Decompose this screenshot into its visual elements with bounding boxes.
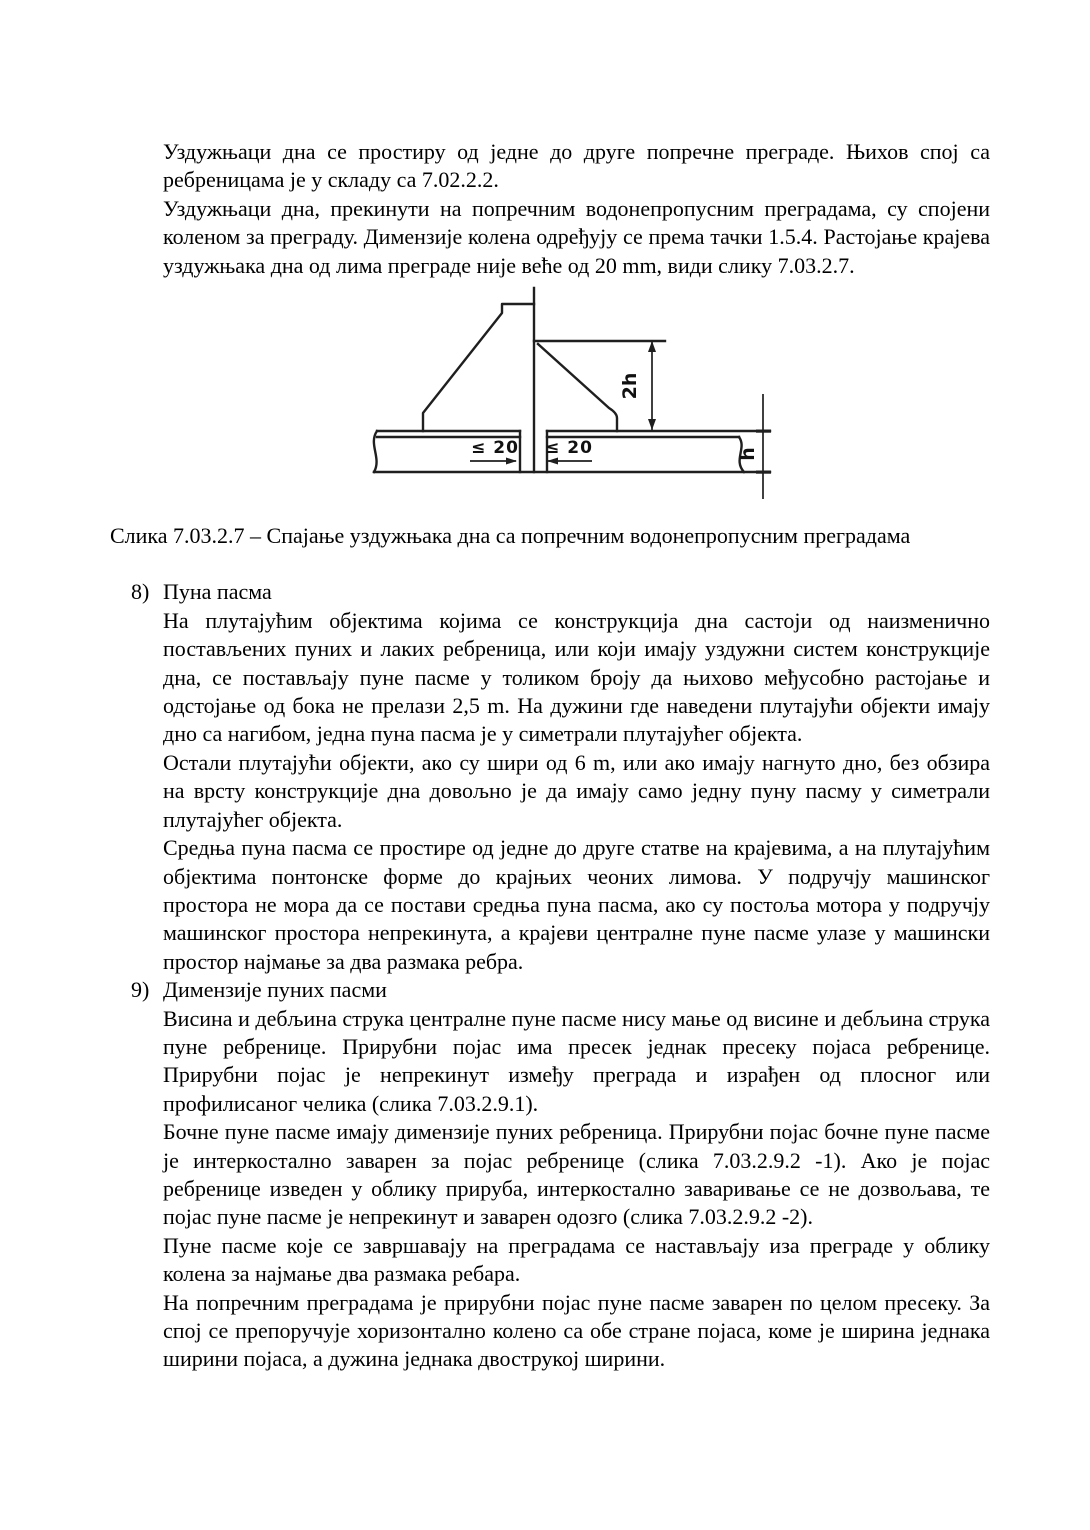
paragraph: Средња пуна пасма се простире од једне до друге статве на крајевима, а на плутајућим објектима понтонске форме до крајњих чеоних лимова. У подручју машинског простора не мора да се постави средња пуна пасма, ако су постоља мотора у подручју машинског простора непрекинута, а крајеви централне пуне пасме улазе у машински простор најмање за два размака ребра. <box>163 835 990 974</box>
item-number: 8) <box>131 579 150 605</box>
item-title: Димензије пуних пасми <box>163 977 387 1003</box>
numbered-list <box>110 578 990 1373</box>
paragraph: Бочне пуне пасме имају димензије пуних ребреница. Прирубни појас бочне пуне пасме је интеркостално заварен за појас ребренице (слика 7.03.2.9.2 -1). Ако је појас ребренице изведен у облику прируба, интеркостално заваривање се не дозвољава, те појас пуне пасме је непрекинут и заварен одозго (слика 7.03.2.9.2 -2). <box>163 1119 990 1230</box>
figure-7-03-2-7 <box>110 280 990 514</box>
dimension-label-2h: 2h <box>619 372 641 400</box>
list-item-9 <box>131 976 990 1374</box>
arrow-2h-top <box>648 341 656 352</box>
text-block <box>110 138 990 1374</box>
left-bracket <box>423 304 534 431</box>
gap-label-left: ≤ 20 <box>471 438 519 459</box>
paragraph: Пуне пасме које се завршавају на преградама се настављају иза преграде у облику колена за најмање два размака ребара. <box>163 1232 990 1287</box>
paragraph: На попречним преградама је прирубни појас пуне пасме заварен по целом пресеку. За спој се препоручује хоризонтално колено са обе стране појаса, коме је ширина једнака ширини појаса, а дужина једнака двострукој ширини. <box>163 1289 990 1372</box>
item-number: 9) <box>131 977 150 1003</box>
paragraph: На плутајућим објектима којима се конструкција дна састоји од наизменично постављених пуних и лаких ребреница, или који имају уздужни систем конструкције дна, се постављају пуне пасме у толиком броју да њихово међусобно растојање и одстојање од бока не прелази 2,5 m. На дужини где наведени плутајући објекти имају дно са нагибом, једна пуна пасма је у симетрали плутајућег објекта. <box>163 607 990 747</box>
figure-caption: Слика 7.03.2.7 – Спајање уздужњака дна са попречним водонепропусним преградама <box>110 523 911 549</box>
paragraph: Висина и дебљина струка централне пуне пасме нису мање од висине и дебљина струка пуне ребренице. Прирубни појас има пресек једнак пресеку појаса ребренице. Прирубни појас је непрекинут између преграда и израђен од плосног или профилисаног челика (слика 7.03.2.9.1). <box>163 1005 990 1116</box>
paragraph: Остали плутајући објекти, ако су шири од 6 m, или ако имају нагнуто дно, без обзира на врсту конструкције дна довољно је да имају само једну пуну пасму у симетрали плутајућег објекта. <box>163 749 990 832</box>
item-title: Пуна пасма <box>163 579 272 605</box>
arrow-2h-bottom <box>648 419 656 430</box>
tick-h-top <box>756 430 771 433</box>
technical-diagram <box>330 282 800 514</box>
gap-label-right: ≤ 20 <box>545 438 593 459</box>
paragraph: Уздужњаци дна, прекинути на попречним водонепропусним преградама, су спојени коленом за преграду. Димензије колена одређују се према тачки 1.5.4. Растојање крајева уздужњака дна од лима преграде није веће од 20 mm, види слику 7.03.2.7. <box>163 195 990 278</box>
tick-h-bottom <box>756 471 771 474</box>
list-item-8 <box>131 578 990 976</box>
right-bracket <box>538 344 617 431</box>
arrow-gap-left <box>506 458 517 465</box>
arrow-gap-right <box>547 458 558 465</box>
paragraph: Уздужњаци дна се простиру од једне до друге попречне преграде. Њихов спој са ребреницама је у складу са 7.02.2.2. <box>163 139 990 193</box>
dimension-label-h: h <box>737 447 759 461</box>
